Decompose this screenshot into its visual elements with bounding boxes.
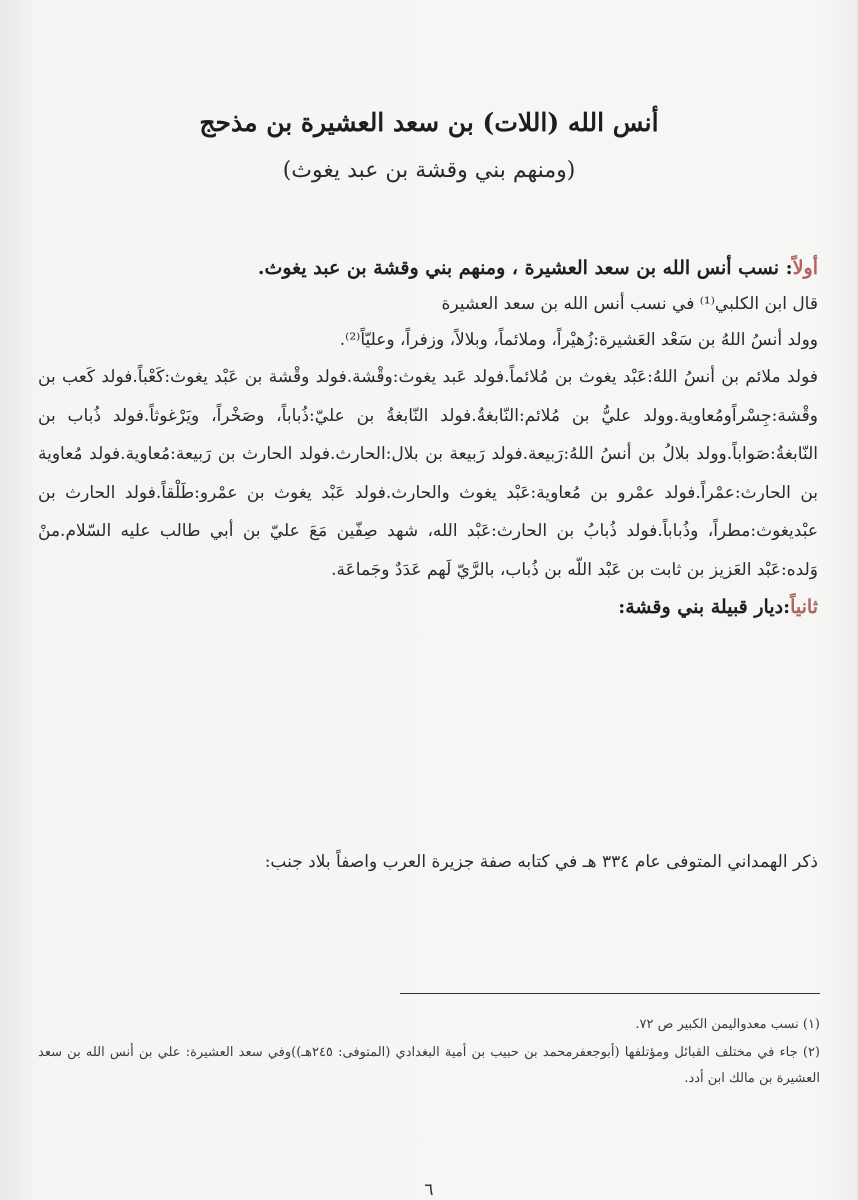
intro-line: قال ابن الكلبي⁽¹⁾ في نسب أنس الله بن سعد العشيرة (441, 294, 818, 314)
page-title: أنس الله (اللات) بن سعد العشيرة بن مذحج (199, 108, 659, 137)
page-subtitle: (ومنهم بني وقشة بن عبد يغوث) (282, 158, 576, 183)
section-heading-2 (38, 589, 818, 625)
section-heading-text-2: :ديار قبيلة بني وقشة: (618, 596, 791, 618)
section-heading-text-1: : نسب أنس الله بن سعد العشيرة ، ومنهم بني وقشة بن عبد يغوث. (257, 257, 793, 279)
footnotes (38, 1012, 820, 1094)
lineage-line: وولد أنسُ اللهُ بن سَعْد العَشيرة:زُهيْراً، وملائماً، وبلالاً، وزفراً، وعليّاً⁽²⁾. (339, 330, 818, 350)
page-number: ٦ (424, 1180, 434, 1200)
footnote-1: (١) نسب معدواليمن الكبير ص ٧٢. (635, 1017, 820, 1032)
footnote-divider (400, 993, 820, 994)
lineage-paragraph: فولد ملائم بن أنسُ اللهُ:عَبْد يغوث بن مُلائماً.فولد عَبد يغوث:وقْشة.فولد وقْشة بن عَبْد يغوث:كَعْباً.فولد كَعب بن وقْشة:جِسْراًومُعاوية.وولد عليُّ بن مُلائم:النّابغةُ.فولد النّابغةُ بن عليّ:ذُباباً، وصَخْراً، ويَرْغوثاً.فولد ذُباب بن النّابغةُ:صَواباً.وولد بلالُ بن أنسُ اللهُ:رَبيعة.فولد رَبيعة بن بلال:الحارث.فولد الحارث بن رَبيعة:مُعاوية.فولد مُعاوية بن الحارث:عمْراً.فولد عمْرو بن مُعاوية:عَبْد يغوث والحارث.فولد عَبْد يغوث بن عمْرو:طَلْقاً.فولد الحارث بن عبْديغوث:مطراً، وذُباباً.فولد ذُبابُ بن الحارث:عَبْد الله، شهد صِفّين مَعَ عليّ بن أبي طالب عليه السّلام.منْ وَلده:عَبْد العَزيز بن ثابت بن عَبْد اللّه بن ذُباب، بالرَّيّ لَهم عَدَدٌ وجَماعَة. (38, 367, 818, 580)
section-label-1: أولاً (792, 257, 818, 279)
footnote-2: (٢) جاء في مختلف القبائل ومؤتلفها (أبوجعفرمحمد بن حبيب بن أمية البغدادي (المتوفى: ٢٤٥هـ))وفي سعد العشيرة: علي بن أنس الله بن سعد العشيرة بن مالك ابن أدد. (38, 1045, 820, 1086)
main-content (38, 250, 818, 625)
section-2-paragraph: ذكر الهمداني المتوفى عام ٣٣٤ هـ في كتابه صفة جزيرة العرب واصفاً بلاد جنب: (264, 852, 818, 872)
section-heading-1 (38, 250, 818, 286)
section-label-2: ثانياً (790, 596, 818, 618)
